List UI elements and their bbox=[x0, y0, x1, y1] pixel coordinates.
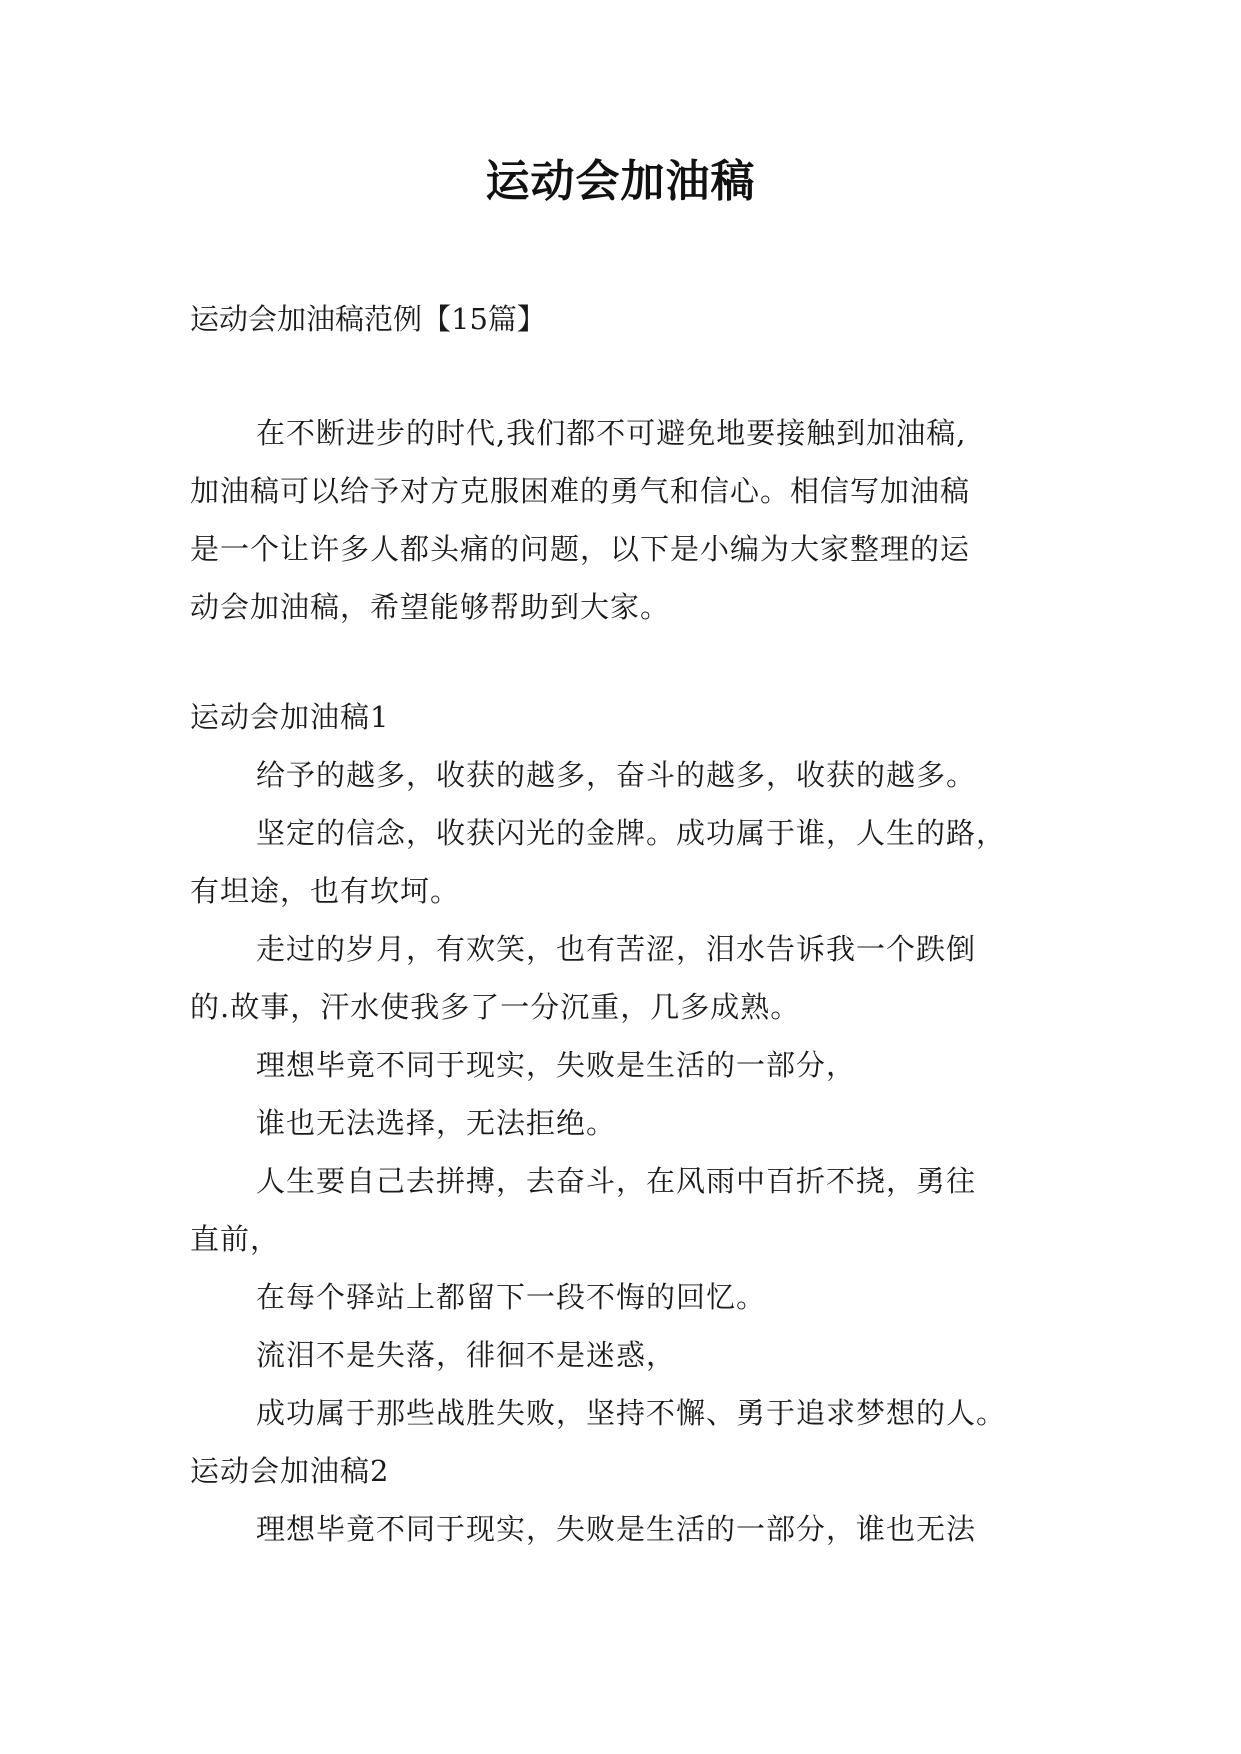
section-line: 理想毕竟不同于现实，失败是生活的一部分， bbox=[256, 1048, 857, 1082]
intro-line: 在不断进步的时代,我们都不可避免地要接触到加油稿, bbox=[256, 416, 967, 450]
spacer bbox=[190, 348, 1060, 404]
section-line: 给予的越多，收获的越多，奋斗的越多，收获的越多。 bbox=[256, 758, 977, 792]
section-line: 理想毕竟不同于现实，失败是生活的一部分，谁也无法 bbox=[256, 1512, 977, 1546]
section-line: 成功属于那些战胜失败，坚持不懈、勇于追求梦想的人。 bbox=[256, 1396, 1007, 1430]
intro-paragraph bbox=[190, 404, 1060, 636]
section-line: 流泪不是失落，徘徊不是迷惑， bbox=[256, 1338, 677, 1372]
section-line: 人生要自己去拼搏，去奋斗，在风雨中百折不挠，勇往 bbox=[256, 1164, 977, 1198]
intro-line: 动会加油稿，希望能够帮助到大家。 bbox=[190, 590, 671, 624]
section-line: 谁也无法选择，无法拒绝。 bbox=[256, 1106, 617, 1140]
document-body bbox=[190, 290, 1060, 1558]
section-line: 有坦途，也有坎坷。 bbox=[190, 874, 461, 908]
section-line: 在每个驿站上都留下一段不悔的回忆。 bbox=[256, 1280, 767, 1314]
document-title: 运动会加油稿 bbox=[485, 156, 756, 207]
section-line: 走过的岁月，有欢笑，也有苦涩，泪水告诉我一个跌倒 bbox=[256, 932, 977, 966]
intro-line: 加油稿可以给予对方克服困难的勇气和信心。相信写加油稿 bbox=[190, 474, 971, 508]
section-heading: 运动会加油稿1 bbox=[190, 700, 390, 734]
section-line: 的.故事，汗水使我多了一分沉重，几多成熟。 bbox=[190, 990, 801, 1024]
section-line: 坚定的信念，收获闪光的金牌。成功属于谁，人生的路， bbox=[256, 816, 1007, 850]
section-2 bbox=[190, 1442, 1060, 1558]
intro-line: 是一个让许多人都头痛的问题，以下是小编为大家整理的运 bbox=[190, 532, 971, 566]
section-1 bbox=[190, 688, 1060, 1442]
section-line: 直前， bbox=[190, 1222, 281, 1256]
document-subtitle: 运动会加油稿范例【15篇】 bbox=[190, 302, 546, 336]
section-heading: 运动会加油稿2 bbox=[190, 1454, 390, 1488]
spacer bbox=[190, 636, 1060, 688]
